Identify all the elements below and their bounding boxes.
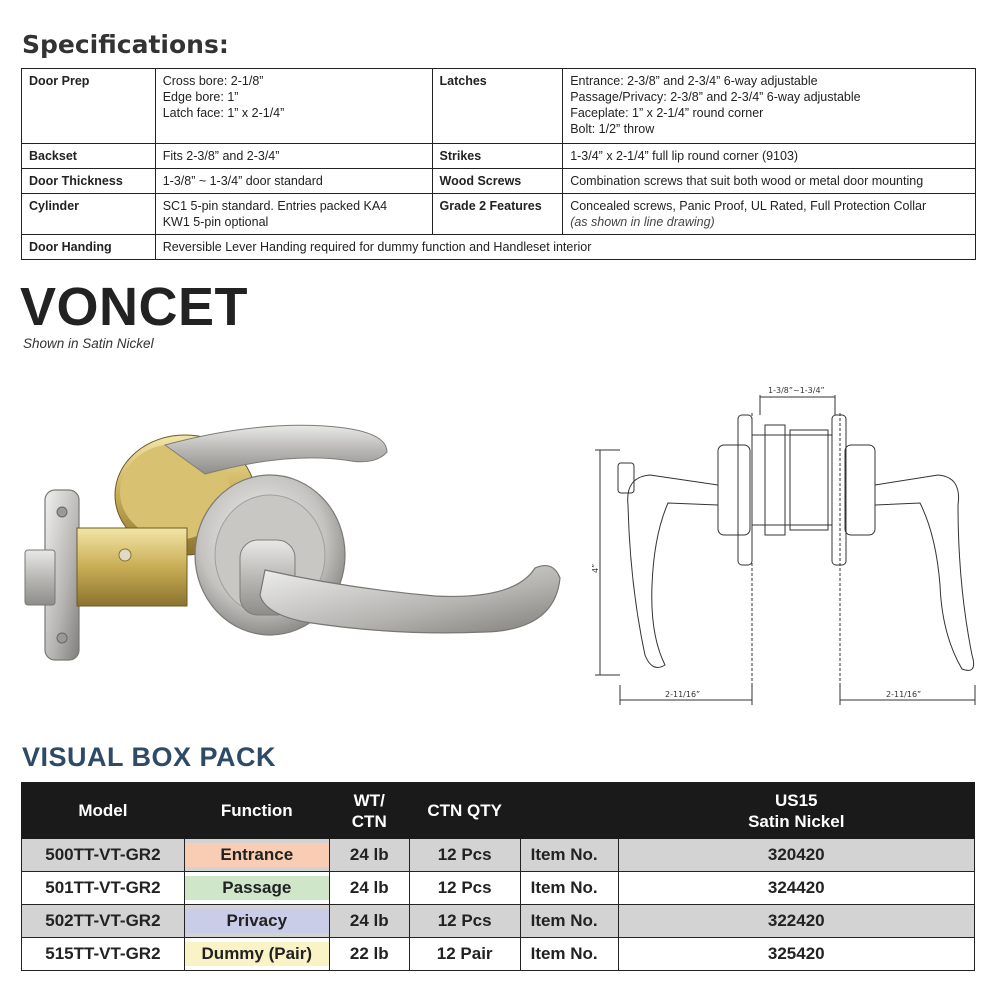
spec-label: Latches bbox=[432, 69, 563, 144]
spec-value-line: Entrance: 2-3/8” and 2-3/4” 6-way adjustable bbox=[570, 74, 818, 88]
spec-value-line: Passage/Privacy: 2-3/8” and 2-3/4” 6-way adjustable bbox=[570, 90, 861, 104]
item-label-cell: Item No. bbox=[520, 938, 618, 971]
qty-cell: 12 Pcs bbox=[409, 905, 520, 938]
function-badge: Privacy bbox=[185, 909, 329, 933]
spec-value-line: 1-3/8” ~ 1-3/4” door standard bbox=[162, 174, 323, 188]
spec-label: Wood Screws bbox=[432, 169, 563, 194]
spec-label: Door Handing bbox=[22, 235, 156, 260]
function-cell bbox=[184, 905, 329, 938]
spec-value bbox=[155, 144, 432, 169]
spec-row-door-thickness bbox=[22, 169, 976, 194]
model-cell: 501TT-VT-GR2 bbox=[22, 872, 185, 905]
item-number-cell: 325420 bbox=[618, 938, 975, 971]
spec-value: Reversible Lever Handing required for dummy function and Handleset interior bbox=[155, 235, 975, 260]
function-cell bbox=[184, 872, 329, 905]
visual-box-pack-heading: VISUAL BOX PACK bbox=[22, 742, 277, 772]
header-wt-line1: WT/ bbox=[353, 790, 385, 810]
header-finish-line1: US15 bbox=[774, 790, 818, 810]
spec-value-line: Edge bore: 1” bbox=[162, 90, 239, 104]
finish-caption: Shown in Satin Nickel bbox=[23, 336, 154, 351]
spec-label: Backset bbox=[22, 144, 156, 169]
spec-value bbox=[155, 69, 432, 144]
table-row bbox=[22, 839, 975, 872]
qty-cell: 12 Pcs bbox=[409, 839, 520, 872]
dim-door-thickness: 1-3/8”~1-3/4” bbox=[768, 386, 825, 395]
spec-row-door-prep bbox=[22, 69, 976, 144]
header-finish-line2: Satin Nickel bbox=[748, 811, 845, 831]
item-label-cell: Item No. bbox=[520, 872, 618, 905]
header-blank bbox=[520, 783, 618, 839]
spec-value-line: Combination screws that suit both wood or metal door mounting bbox=[570, 174, 924, 188]
spec-label: Cylinder bbox=[22, 194, 156, 235]
model-cell: 500TT-VT-GR2 bbox=[22, 839, 185, 872]
spec-value-line: Bolt: 1/2” throw bbox=[570, 122, 655, 136]
weight-cell: 24 lb bbox=[329, 905, 409, 938]
spec-value bbox=[563, 144, 976, 169]
header-function: Function bbox=[184, 783, 329, 839]
spec-value-line: Fits 2-3/8” and 2-3/4” bbox=[162, 149, 280, 163]
dim-lever-height: 4” bbox=[591, 563, 600, 573]
table-row bbox=[22, 872, 975, 905]
spec-value-line: Latch face: 1” x 2-1/4” bbox=[162, 106, 285, 120]
function-badge: Entrance bbox=[185, 843, 329, 867]
spec-value bbox=[155, 194, 432, 235]
spec-value-line: Cross bore: 2-1/8” bbox=[162, 74, 264, 88]
item-number-cell: 324420 bbox=[618, 872, 975, 905]
box-pack-header bbox=[22, 783, 975, 839]
spec-label: Strikes bbox=[432, 144, 563, 169]
header-wt-ctn bbox=[329, 783, 409, 839]
header-wt-line2: CTN bbox=[351, 811, 387, 831]
spec-value-note: (as shown in line drawing) bbox=[570, 215, 715, 229]
function-cell bbox=[184, 938, 329, 971]
weight-cell: 24 lb bbox=[329, 839, 409, 872]
spec-label: Door Prep bbox=[22, 69, 156, 144]
qty-cell: 12 Pcs bbox=[409, 872, 520, 905]
specifications-heading: Specifications: bbox=[22, 30, 229, 59]
lever-lock-photo bbox=[15, 400, 575, 700]
model-cell: 502TT-VT-GR2 bbox=[22, 905, 185, 938]
dim-right-lever-length: 2-11/16” bbox=[886, 690, 922, 699]
function-badge: Dummy (Pair) bbox=[185, 942, 329, 966]
product-name: VONCET bbox=[20, 277, 249, 337]
spec-value-line: Concealed screws, Panic Proof, UL Rated, Full Protection Collar bbox=[570, 199, 927, 213]
spec-value bbox=[563, 69, 976, 144]
item-number-cell: 322420 bbox=[618, 905, 975, 938]
box-pack-table bbox=[21, 782, 975, 971]
header-finish bbox=[618, 783, 975, 839]
function-badge: Passage bbox=[185, 876, 329, 900]
spec-value bbox=[563, 194, 976, 235]
header-ctn-qty: CTN QTY bbox=[409, 783, 520, 839]
spec-value bbox=[155, 169, 432, 194]
spec-value-line: SC1 5-pin standard. Entries packed KA4 bbox=[162, 199, 388, 213]
spec-row-cylinder bbox=[22, 194, 976, 235]
weight-cell: 22 lb bbox=[329, 938, 409, 971]
specifications-table bbox=[21, 68, 976, 260]
qty-cell: 12 Pair bbox=[409, 938, 520, 971]
table-row bbox=[22, 905, 975, 938]
table-row bbox=[22, 938, 975, 971]
spec-label: Door Thickness bbox=[22, 169, 156, 194]
spec-label: Grade 2 Features bbox=[432, 194, 563, 235]
item-label-cell: Item No. bbox=[520, 839, 618, 872]
spec-row-backset bbox=[22, 144, 976, 169]
function-cell bbox=[184, 839, 329, 872]
model-cell: 515TT-VT-GR2 bbox=[22, 938, 185, 971]
item-number-cell: 320420 bbox=[618, 839, 975, 872]
spec-value-line: 1-3/4” x 2-1/4” full lip round corner (9103) bbox=[570, 149, 799, 163]
spec-row-door-handing bbox=[22, 235, 976, 260]
spec-value-line: KW1 5-pin optional bbox=[162, 215, 269, 229]
spec-value-line: Faceplate: 1” x 2-1/4” round corner bbox=[570, 106, 764, 120]
dimension-line-drawing bbox=[590, 385, 990, 715]
spec-value bbox=[563, 169, 976, 194]
dim-left-lever-length: 2-11/16” bbox=[665, 690, 701, 699]
header-model: Model bbox=[22, 783, 185, 839]
item-label-cell: Item No. bbox=[520, 905, 618, 938]
weight-cell: 24 lb bbox=[329, 872, 409, 905]
